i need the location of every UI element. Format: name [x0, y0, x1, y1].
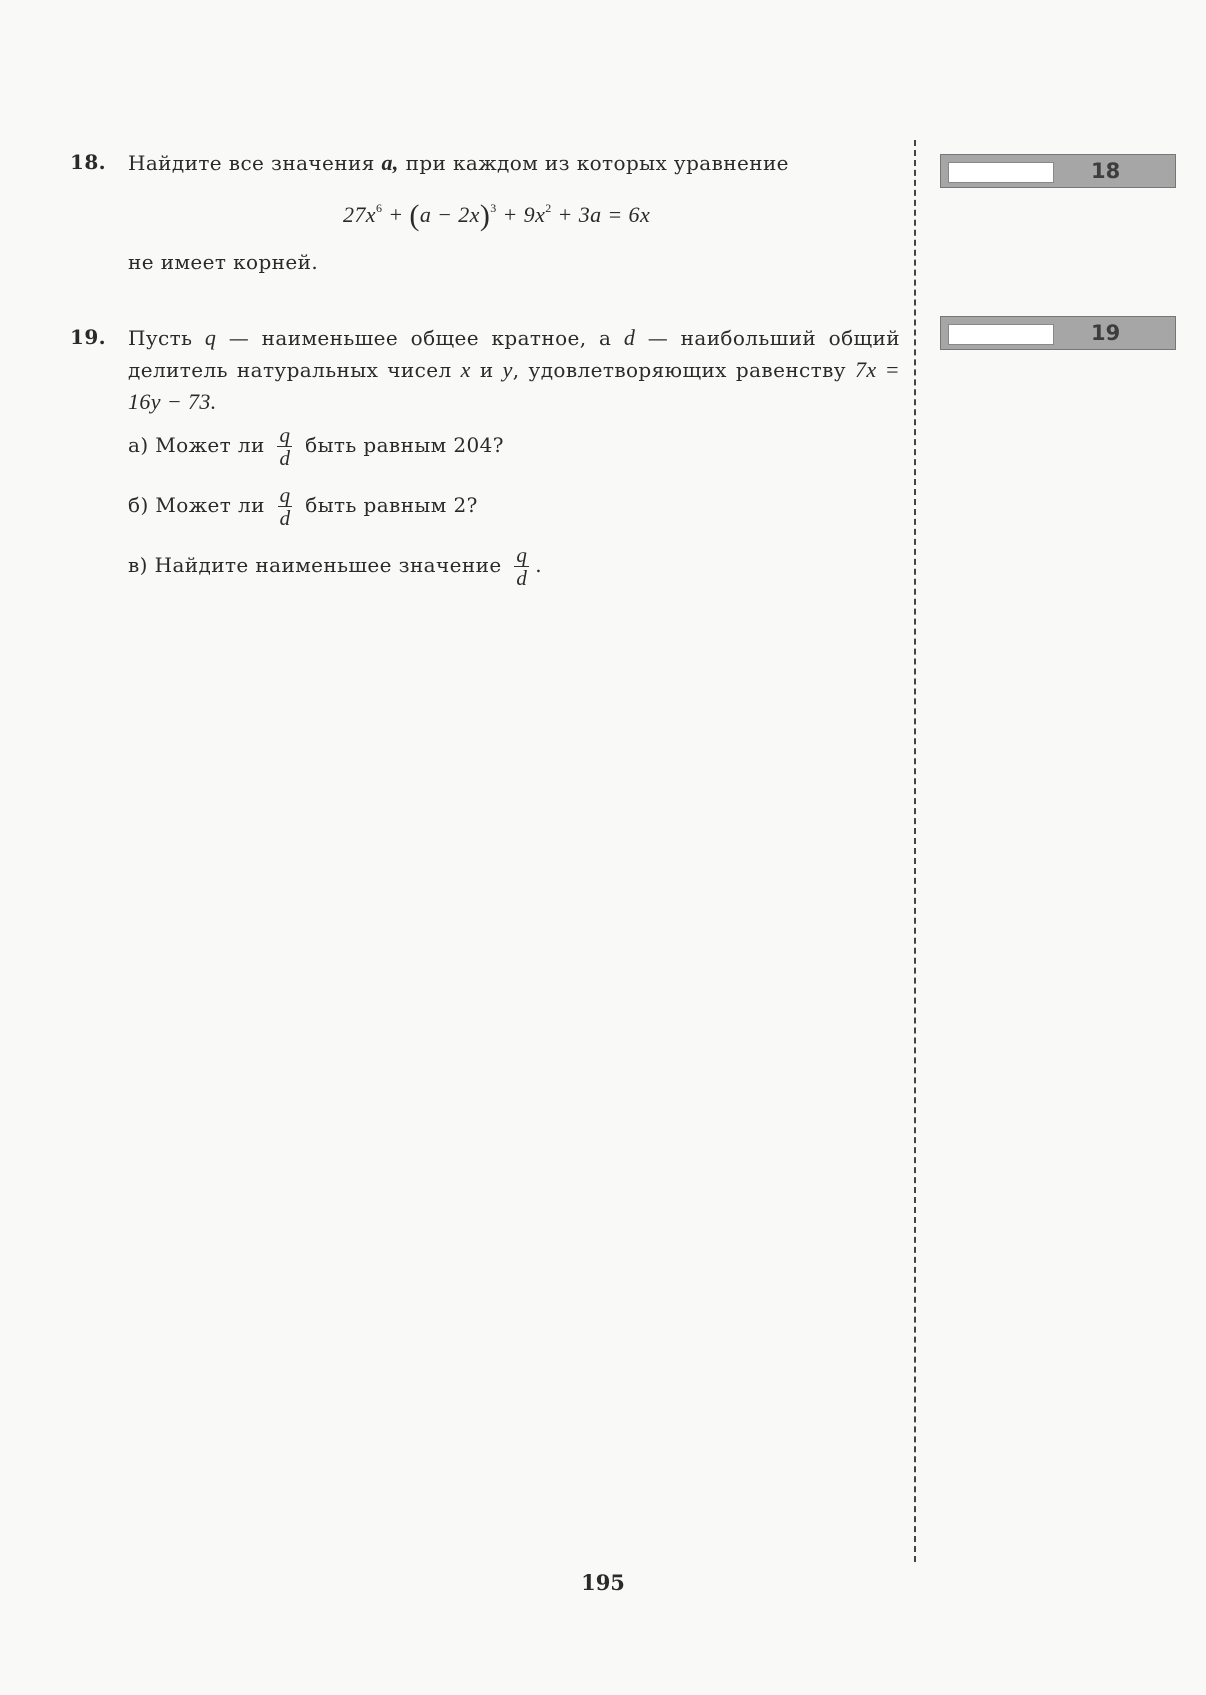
- parameter-a: a,: [381, 150, 399, 175]
- answer-box-19: [940, 316, 1176, 350]
- subquestion-c: в) Найдите наименьшее значение $\frac{q}{d}$ .: [128, 543, 542, 590]
- answer-field[interactable]: [948, 324, 1054, 345]
- task-number: 18.: [70, 150, 106, 174]
- task-number: 19.: [70, 325, 106, 349]
- answer-box-label: 19: [1091, 321, 1121, 345]
- answer-field[interactable]: [948, 162, 1054, 183]
- task-statement: Пусть q — наименьшее общее кратное, а d — наибольший общий делитель натуральных чисел x и y, удовлетворяющих равенству 7x = 16y − 73.: [128, 325, 900, 414]
- answer-box-label: 18: [1091, 159, 1121, 183]
- fraction-q-over-d: $\frac{q}{d}$: [279, 423, 291, 470]
- subquestion-a: а) Может ли $\frac{q}{d}$ быть равным 204?: [128, 423, 504, 470]
- answer-box-18: [940, 154, 1176, 188]
- task-prompt: Найдите все значения a, при каждом из которых уравнение: [128, 150, 789, 175]
- fraction-q-over-d: $\frac{q}{d}$: [516, 543, 528, 590]
- page-number: 195: [581, 1570, 625, 1595]
- cut-line: [914, 140, 916, 1562]
- task-conclusion: не имеет корней.: [128, 250, 319, 274]
- subquestion-b: б) Может ли $\frac{q}{d}$ быть равным 2?: [128, 483, 478, 530]
- fraction-q-over-d: $\frac{q}{d}$: [279, 483, 291, 530]
- equation: $27x^6 + (a - 2x)^3 + 9x^2 + 3a = 6x$: [343, 199, 651, 232]
